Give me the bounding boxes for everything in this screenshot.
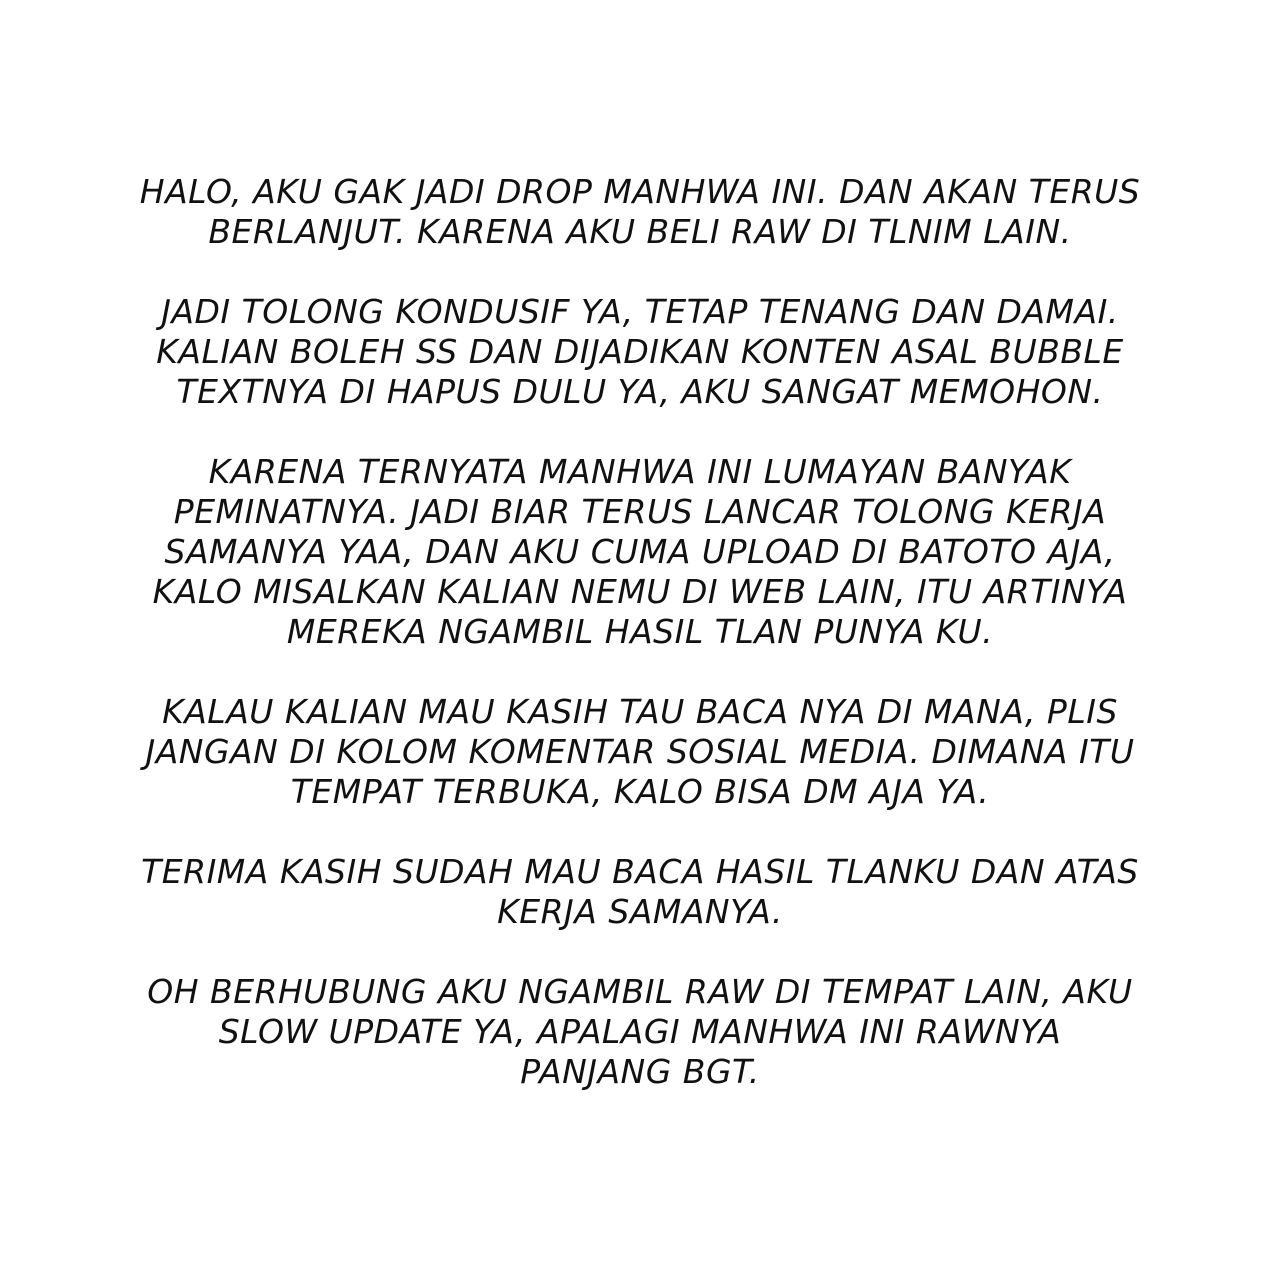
text-line: JADI TOLONG KONDUSIF YA, TETAP TENANG DAN DAMAI. <box>161 292 1119 331</box>
paragraph-4 <box>60 692 1220 812</box>
text-line: KALAU KALIAN MAU KASIH TAU BACA NYA DI MANA, PLIS <box>162 692 1118 731</box>
paragraph-1 <box>60 172 1220 252</box>
paragraph-5 <box>60 852 1220 932</box>
paragraph-3 <box>60 452 1220 652</box>
text-line: BERLANJUT. KARENA AKU BELI RAW DI TLNIM LAIN. <box>208 212 1072 251</box>
text-line: PEMINATNYA. JADI BIAR TERUS LANCAR TOLONG KERJA <box>173 492 1107 531</box>
text-line: KARENA TERNYATA MANHWA INI LUMAYAN BANYAK <box>208 452 1072 491</box>
text-line: PANJANG BGT. <box>520 1052 760 1091</box>
text-line: MEREKA NGAMBIL HASIL TLAN PUNYA KU. <box>286 612 994 651</box>
text-line: OH BERHUBUNG AKU NGAMBIL RAW DI TEMPAT LAIN, AKU <box>147 972 1133 1011</box>
paragraph-6 <box>60 972 1220 1092</box>
translator-notice <box>60 172 1220 1132</box>
text-line: SAMANYA YAA, DAN AKU CUMA UPLOAD DI BATOTO AJA, <box>164 532 1116 571</box>
text-line: KALIAN BOLEH SS DAN DIJADIKAN KONTEN ASAL BUBBLE <box>156 332 1124 371</box>
text-line: TEMPAT TERBUKA, KALO BISA DM AJA YA. <box>290 772 990 811</box>
text-line: KALO MISALKAN KALIAN NEMU DI WEB LAIN, ITU ARTINYA <box>152 572 1128 611</box>
paragraph-2 <box>60 292 1220 412</box>
text-line: SLOW UPDATE YA, APALAGI MANHWA INI RAWNYA <box>218 1012 1062 1051</box>
text-line: TERIMA KASIH SUDAH MAU BACA HASIL TLANKU DAN ATAS <box>141 852 1139 891</box>
text-line: HALO, AKU GAK JADI DROP MANHWA INI. DAN AKAN TERUS <box>139 172 1141 211</box>
text-line: JANGAN DI KOLOM KOMENTAR SOSIAL MEDIA. DIMANA ITU <box>145 732 1135 771</box>
text-line: KERJA SAMANYA. <box>497 892 783 931</box>
text-line: TEXTNYA DI HAPUS DULU YA, AKU SANGAT MEMOHON. <box>176 372 1104 411</box>
